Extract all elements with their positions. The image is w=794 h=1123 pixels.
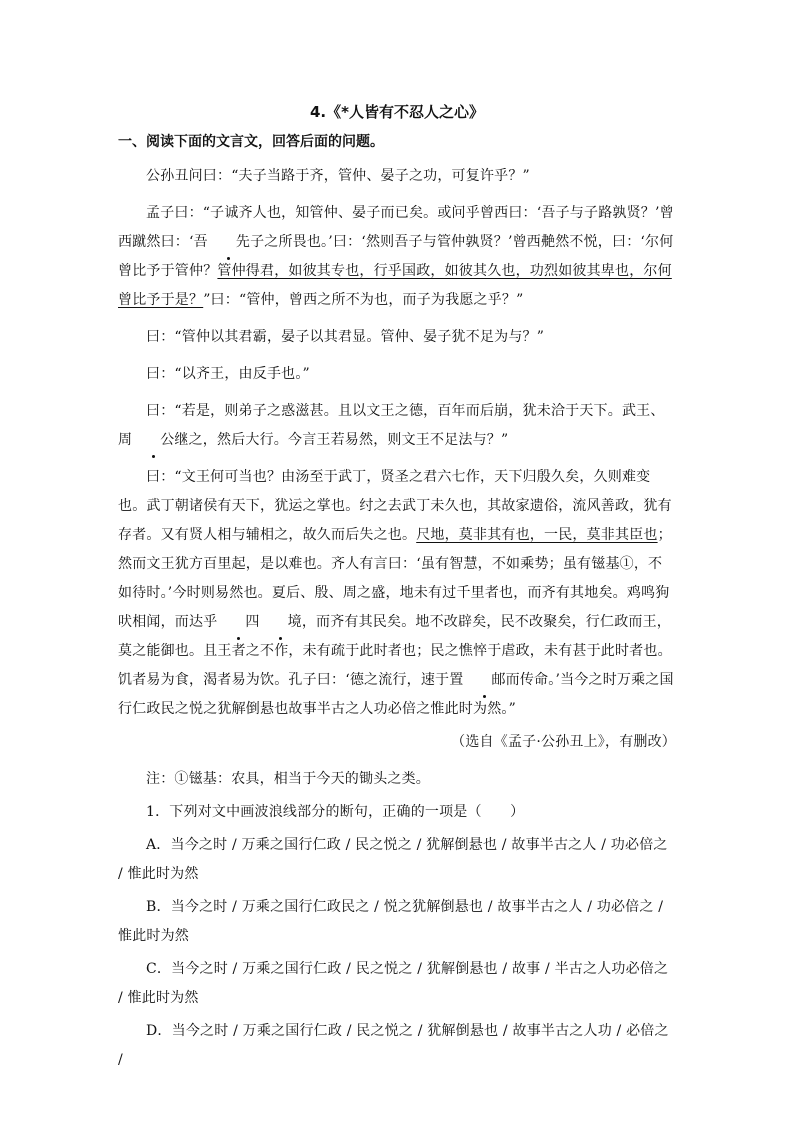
underlined-sentence: 尺地，莫非其有也，一民，莫非其臣也	[416, 527, 658, 543]
dotted-char: 先	[208, 228, 250, 257]
passage-paragraph-5: 曰：“若是，则弟子之惑滋甚。且以文王之德，百年而后崩，犹未洽于天下。武王、周 公继之，然后大行。今言王若易然，则文王不足法与？”	[118, 397, 676, 455]
underlined-sentence: 管仲得君，如彼其专也，行乎国政，如彼其久也，功烈如彼其卑也，尔何曾比予于是？	[118, 263, 672, 308]
passage-paragraph-1: 公孙丑问曰：“夫子当路于齐，管仲、晏子之功，可复许乎？”	[146, 168, 530, 184]
passage-paragraph-2: 孟子曰：“子诚齐人也，知管仲、晏子而已矣。或问乎曾西曰：‘吾子与子路孰贤？’曾西蹴然曰：‘吾 先子之所畏也。’曰：‘然则吾子与管仲孰贤？’曾西艴然不悦，曰：‘尔何曾比予于管仲？管仲得君，如彼其专也，行乎国政，如彼其久也，功烈如彼其卑也，尔何曾比予于是？”曰：“管仲，曾西之所不为也，而子为我愿之乎？”	[118, 205, 674, 308]
document-content	[118, 100, 676, 1079]
passage-paragraph-3: 曰：“管仲以其君霸，晏子以其君显。管仲、晏子犹不足为与？”	[146, 329, 545, 345]
dotted-char: 境	[260, 608, 302, 637]
question-stem: 1．下列对文中画波浪线部分的断句，正确的一项是（ ）	[146, 804, 525, 820]
footnote: 注：①镃基：农具，相当于今天的锄头之类。	[146, 771, 430, 787]
option-c: C．当今之时 / 万乘之国行仁政 / 民之悦之 / 犹解倒悬也 / 故事 / 半古之人功必倍之 / 惟此时为然	[118, 961, 669, 1006]
option-a: A．当今之时 / 万乘之国行仁政 / 民之悦之 / 犹解倒悬也 / 故事半古之人 / 功必倍之 / 惟此时为然	[118, 837, 668, 882]
dotted-char: 四	[217, 608, 259, 637]
dotted-char: 邮	[463, 666, 505, 695]
passage-paragraph-4: 曰：“以齐王，由反手也。”	[146, 366, 310, 382]
source-citation: （选自《孟子·公孙丑上》，有删改）	[451, 734, 676, 750]
section-heading: 一、阅读下面的文言文，回答后面的问题。	[118, 134, 384, 150]
dotted-char: 公	[132, 426, 174, 455]
option-d: D．当今之时 / 万乘之国行仁政 / 民之悦之 / 犹解倒悬也 / 故事半古之人功 / 必倍之 /	[118, 1023, 669, 1068]
document-title: 4.《*人皆有不忍人之心》	[310, 103, 484, 121]
option-b: B．当今之时 / 万乘之国行仁政民之 / 悦之犹解倒悬也 / 故事半古之人 / 功必倍之 / 惟此时为然	[118, 899, 664, 944]
passage-paragraph-6: 曰：“文王何可当也？由汤至于武丁，贤圣之君六七作，天下归殷久矣，久则难变也。武丁朝诸侯有天下，犹运之掌也。纣之去武丁未久也，其故家遗俗，流风善政，犹有存者。又有贤人相与辅相之，故久而后失之也。尺地，莫非其有也，一民，莫非其臣也；然而文王犹方百里起，是以难也。齐人有言曰：‘虽有智慧，不如乘势；虽有镃基①，不如待时。’今时则易然也。夏后、殷、周之盛，地未有过千里者也，而齐有其地矣。鸡鸣狗吠相闻，而达乎 四 境，而齐有其民矣。地不改辟矣，民不改聚矣，行仁政而王，莫之能御也。且王者之不作，未有疏于此时者也；民之憔悴于虐政，未有甚于此时者也。饥者易为食，渴者易为饮。孔子曰：‘德之流行，速于置 邮而传命。’当今之时万乘之国行仁政民之悦之犹解倒悬也故事半古之人功必倍之惟此时为然。”	[118, 469, 674, 717]
